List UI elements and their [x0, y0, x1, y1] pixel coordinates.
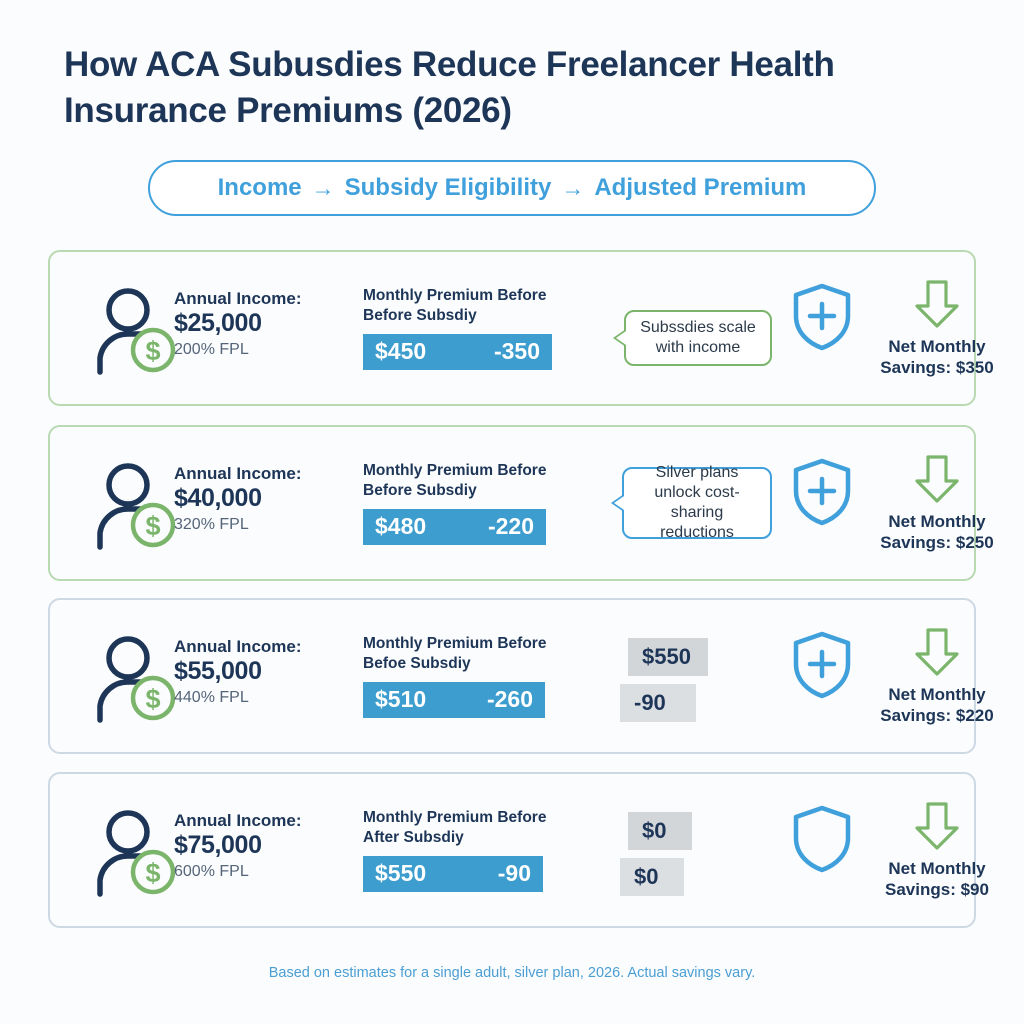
subsidy-amount-value: -220 — [487, 513, 534, 540]
premium-label-line2: Before Subsdiy — [363, 306, 477, 324]
subsidy-amount-value: -90 — [497, 860, 531, 887]
income-label: Annual Income: — [174, 637, 302, 656]
savings-block — [862, 278, 1012, 379]
svg-text:$: $ — [145, 511, 161, 541]
savings-label: Net Monthly — [888, 337, 986, 356]
callout-tail-fill-icon — [614, 494, 627, 512]
premium-block — [363, 286, 623, 370]
premium-bar — [363, 682, 545, 718]
income-tier-card — [48, 598, 994, 754]
value-chip — [628, 638, 708, 676]
savings-value: Savings: $350 — [880, 358, 994, 378]
person-with-dollar-icon — [88, 457, 184, 553]
premium-block — [363, 461, 623, 545]
callout-tail-fill-icon — [616, 329, 629, 347]
savings-block — [862, 626, 1012, 727]
premium-label-line2: Befoe Subsdiy — [363, 654, 471, 672]
premium-bar — [363, 509, 546, 545]
fpl-percent: 600% FPL — [174, 862, 249, 880]
fpl-percent: 320% FPL — [174, 515, 249, 533]
income-label: Annual Income: — [174, 289, 302, 308]
income-label: Annual Income: — [174, 464, 302, 483]
flow-step-subsidy-eligibility: Subsidy Eligibility — [344, 174, 552, 201]
premium-label-line1: Monthly Premium Before — [363, 462, 547, 479]
premium-before-value: $550 — [375, 860, 427, 887]
svg-text:$: $ — [145, 336, 161, 366]
premium-block — [363, 808, 623, 892]
value-chip-text: $0 — [642, 818, 667, 843]
income-tier-card — [48, 250, 994, 406]
shield-plus-icon — [790, 630, 854, 700]
savings-value: Savings: $90 — [885, 880, 989, 900]
footer-note: Based on estimates for a single adult, silver plan, 2026. Actual savings vary. — [268, 965, 756, 981]
shield-icon — [790, 804, 854, 874]
down-arrow-icon — [862, 626, 1012, 678]
subsidy-amount-value: -260 — [486, 686, 533, 713]
arrow-right-icon: → — [561, 174, 585, 201]
annotation-callout — [622, 464, 772, 541]
svg-text:$: $ — [145, 858, 161, 888]
down-arrow-icon — [862, 453, 1012, 505]
income-block — [174, 463, 384, 536]
svg-text:$: $ — [145, 684, 161, 714]
savings-block — [862, 453, 1012, 554]
premium-label-line2: Before Subsdiy — [363, 481, 477, 499]
shield-plus-icon — [790, 457, 854, 527]
value-chip — [620, 684, 696, 722]
value-chip-text: $550 — [642, 644, 691, 669]
premium-block — [363, 634, 623, 718]
income-tier-card — [48, 425, 994, 581]
callout-text: Subssdies scale with income — [640, 319, 756, 356]
page-title: How ACA Subusdies Reduce Freelancer Health Insurance Premiums (2026) — [64, 45, 835, 131]
income-block — [174, 810, 384, 883]
savings-value: Savings: $220 — [880, 706, 994, 726]
down-arrow-icon — [862, 800, 1012, 852]
income-value: $55,000 — [174, 657, 262, 686]
savings-block — [862, 800, 1012, 901]
value-chip-text: -90 — [634, 690, 666, 715]
premium-before-value: $450 — [375, 338, 427, 365]
savings-label: Net Monthly — [888, 512, 986, 531]
value-chip-text: $0 — [634, 864, 659, 889]
premium-before-value: $480 — [375, 513, 427, 540]
annotation-callout — [624, 310, 772, 366]
person-with-dollar-icon — [88, 282, 184, 378]
premium-label-line1: Monthly Premium Before — [363, 635, 547, 652]
person-with-dollar-icon — [88, 804, 184, 900]
callout-text: Silver plans unlock cost-sharing reductions — [654, 464, 740, 541]
premium-label-line1: Monthly Premium Before — [363, 287, 547, 304]
income-value: $25,000 — [174, 309, 262, 338]
savings-label: Net Monthly — [888, 685, 986, 704]
down-arrow-icon — [862, 278, 1012, 330]
fpl-percent: 200% FPL — [174, 340, 249, 358]
shield-plus-icon — [790, 282, 854, 352]
income-value: $75,000 — [174, 831, 262, 860]
income-block — [174, 636, 384, 709]
flow-step-adjusted-premium: Adjusted Premium — [594, 174, 807, 201]
flow-pill — [148, 160, 876, 216]
income-block — [174, 288, 384, 361]
premium-bar — [363, 856, 543, 892]
income-value: $40,000 — [174, 484, 262, 513]
savings-value: Savings: $250 — [880, 533, 994, 553]
fpl-percent: 440% FPL — [174, 688, 249, 706]
savings-label: Net Monthly — [888, 859, 986, 878]
value-chip — [620, 858, 684, 896]
premium-label-line2: After Subsdiy — [363, 828, 464, 846]
arrow-right-icon: → — [311, 174, 335, 201]
person-with-dollar-icon — [88, 630, 184, 726]
premium-before-value: $510 — [375, 686, 427, 713]
flow-step-income: Income — [217, 174, 302, 201]
subsidy-amount-value: -350 — [493, 338, 540, 365]
premium-bar — [363, 334, 552, 370]
income-tier-card — [48, 772, 989, 928]
value-chip — [628, 812, 692, 850]
income-label: Annual Income: — [174, 811, 302, 830]
premium-label-line1: Monthly Premium Before — [363, 809, 547, 826]
